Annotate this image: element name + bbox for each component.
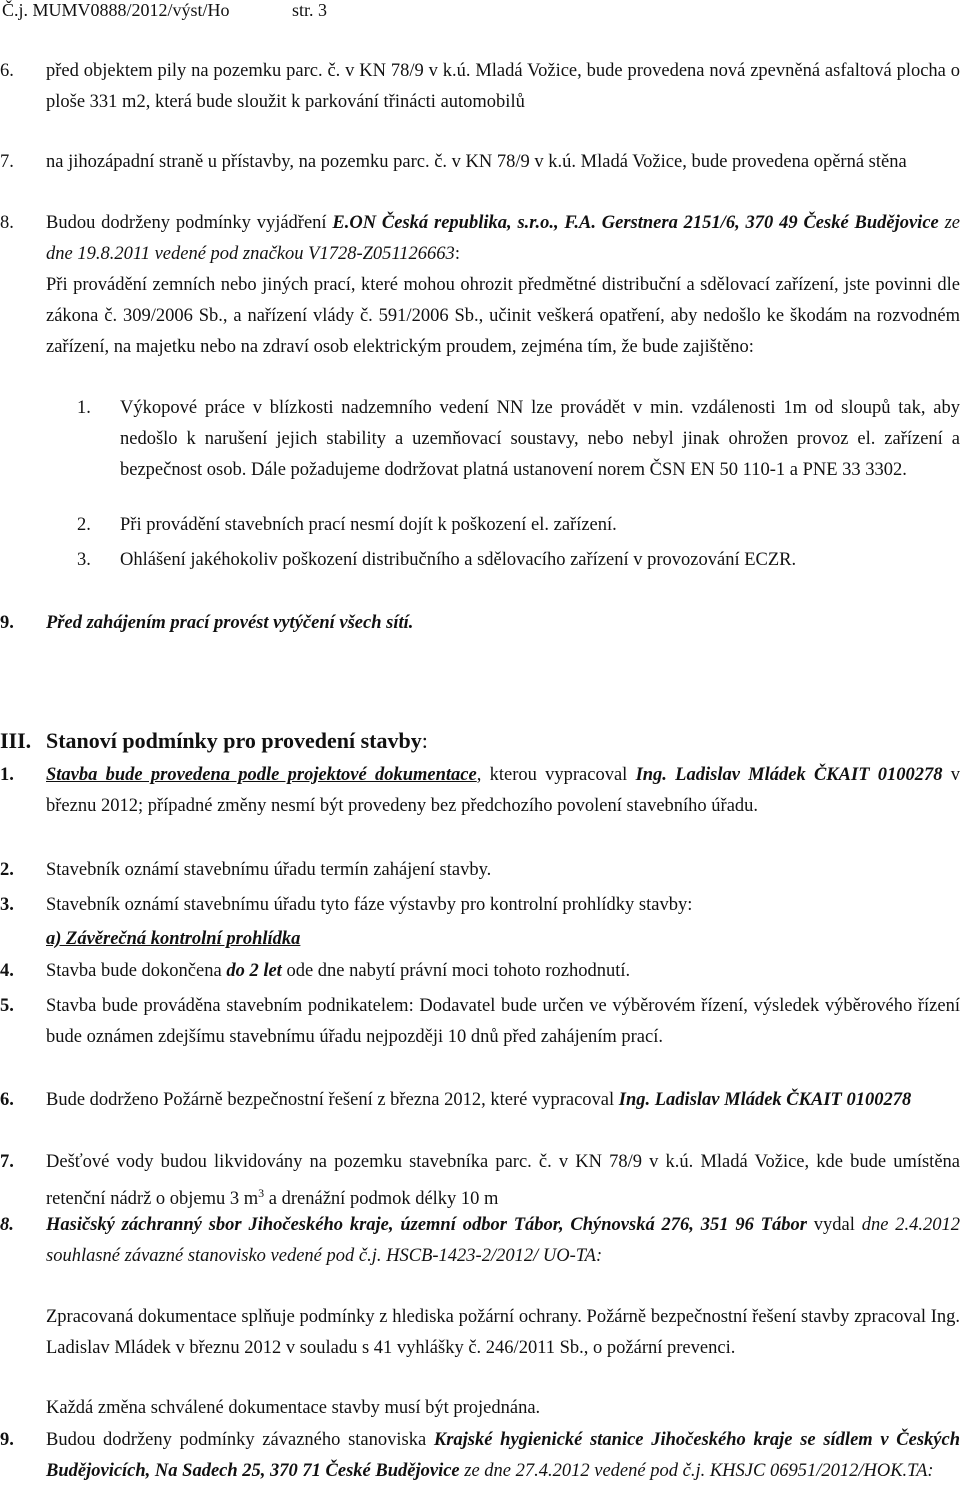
hygiene-authority-reference: ze dne 27.4.2012 vedené pod č.j. KHSJC 06951/2012/HOK.TA: <box>459 1461 934 1481</box>
page-header <box>0 0 960 24</box>
item-text: před objektem pily na pozemku parc. č. v KN 78/9 v k.ú. Mladá Vožice, bude provedena nová zpevněná asfaltová plocha o ploše 331 m2, která bude sloužit k parkování třinácti automobilů <box>46 61 960 112</box>
section-title-colon: : <box>421 728 428 753</box>
sub-item-number: 1. <box>77 398 91 418</box>
section-title: Stanoví podmínky pro provedení stavby <box>46 728 422 753</box>
condition-number: 2. <box>0 860 14 880</box>
inspection-phase: a) Závěrečná kontrolní prohlídka <box>46 929 301 949</box>
condition-number: 7. <box>0 1152 14 1172</box>
condition-number: 5. <box>0 996 14 1016</box>
condition-number: 3. <box>0 895 14 915</box>
sub-item-number: 2. <box>77 515 91 535</box>
item-text-part: Budou dodrženy podmínky vyjádření <box>46 213 333 233</box>
sub-item-text: Ohlášení jakéhokoliv poškození distribučního a sdělovacího zařízení v provozování ECZR. <box>120 550 797 570</box>
condition-text <box>46 760 960 822</box>
eon-conditions-paragraph: Při provádění zemních nebo jiných prací, které mohou ohrozit předmětné distribuční a sdělovací zařízení, jste povinni dle zákona č. 309/2006 Sb., a nařízení vlády č. 591/2006 Sb., učinit veškerá opatření, aby nedošlo ke škodám na rozvodném zařízení, na majetku nebo na zdraví osob elektrickým proudem, zejména tím, že bude zajištěno: <box>46 275 960 357</box>
condition-number: 8. <box>0 1215 14 1235</box>
item-text <box>46 208 960 270</box>
authority-statement-reference: dne 2.4.2012 souhlasné závazné stanovisko vedené pod č.j. HSCB-1423-2/2012/ UO-TA: <box>46 1215 960 1266</box>
condition-text-part: Budou dodrženy podmínky závazného stanoviska <box>46 1430 434 1450</box>
eon-reference: ze dne 19.8.2011 vedené pod značkou V1728-Z051126663 <box>46 213 960 264</box>
condition-number: 9. <box>0 1430 14 1450</box>
condition-text-part: vydal <box>806 1215 862 1235</box>
condition-text-part: a drenážní podmok délky 10 m <box>264 1189 499 1209</box>
condition-text <box>46 1085 960 1116</box>
superscript-cubic: 3 <box>258 1186 265 1200</box>
condition-text <box>46 956 960 987</box>
section-heading <box>0 728 428 754</box>
item-number: 9. <box>0 613 14 633</box>
condition-text <box>46 1147 960 1215</box>
condition-text-part: ode dne nabytí právní moci tohoto rozhodnutí. <box>281 961 631 981</box>
condition-text-part: Stavba bude dokončena <box>46 961 227 981</box>
eon-company-name: E.ON Česká republika, s.r.o., F.A. Gerstnera 2151/6, 370 49 České Budějovice <box>332 213 945 233</box>
page-number: str. 3 <box>292 0 328 20</box>
condition-text-part: v březnu 2012; případné změny nesmí být provedeny bez předchozího povolení stavebního úřadu. <box>46 765 960 816</box>
item-text: Před zahájením prací provést vytýčení všech sítí. <box>46 613 414 633</box>
condition-number: 4. <box>0 961 14 981</box>
fire-protection-statement: Zpracovaná dokumentace splňuje podmínky z hlediska požární ochrany. Požárně bezpečnostní řešení stavby zpracoval Ing. Ladislav Mládek v březnu 2012 v souladu s 41 vyhlášky č. 246/2011 Sb., o požární prevenci. <box>46 1307 960 1358</box>
authority-name: Hasičský záchranný sbor Jihočeského kraje, územní odbor Tábor, Chýnovská 276, 351 96 Tábor <box>46 1215 807 1235</box>
sub-item-text: Při provádění stavebních prací nesmí dojít k poškození el. zařízení. <box>120 515 617 535</box>
condition-text <box>46 1425 960 1487</box>
item-number: 8. <box>0 213 14 233</box>
condition-text-part: Dešťové vody budou likvidovány na pozemku stavebníka parc. č. v KN 78/9 v k.ú. Mladá Vožice, kde bude umístěna retenční nádrž o objemu 3 m <box>46 1152 960 1209</box>
item-number: 6. <box>0 61 14 81</box>
sub-item-number: 3. <box>77 550 91 570</box>
condition-text: Stavebník oznámí stavebnímu úřadu tyto fáze výstavby pro kontrolní prohlídky stavby: <box>46 895 693 915</box>
item-number: 7. <box>0 152 14 172</box>
condition-text-part: , kterou vypracoval <box>476 765 636 785</box>
deadline: do 2 let <box>226 961 282 981</box>
sub-item-text: Výkopové práce v blízkosti nadzemního vedení NN lze provádět v min. vzdálenosti 1m od sloupů tak, aby nedošlo k narušení jejich stability a uzemňovací soustavy, nebo nebyl jinak ohrožen provoz el. zařízení a bezpečnost osob. Dále požadujeme dodržovat platná ustanovení norem ČSN EN 50 110-1 a PNE 33 3302. <box>120 398 960 480</box>
designer-name: Ing. Ladislav Mládek ČKAIT 0100278 <box>635 765 943 785</box>
condition-number: 1. <box>0 765 14 785</box>
designer-name: Ing. Ladislav Mládek ČKAIT 0100278 <box>618 1090 912 1110</box>
item-text-part: : <box>454 244 460 264</box>
condition-text: Stavba bude prováděna stavebním podnikatelem: Dodavatel bude určen ve výběrovém řízení, výsledek výběrového řízení bude oznámen zdejšímu stavebnímu úřadu nejpozději 10 dnů před zahájením prací. <box>46 996 960 1047</box>
documentation-change-note: Každá změna schválené dokumentace stavby musí být projednána. <box>46 1398 541 1418</box>
condition-text <box>46 1210 960 1272</box>
condition-text-part: Bude dodrženo Požárně bezpečnostní řešení z března 2012, které vypracoval <box>46 1090 619 1110</box>
condition-number: 6. <box>0 1090 14 1110</box>
condition-emphasis: Stavba bude provedena podle projektové dokumentace <box>46 765 477 785</box>
item-text: na jihozápadní straně u přístavby, na pozemku parc. č. v KN 78/9 v k.ú. Mladá Vožice, bude provedena opěrná stěna <box>46 152 907 172</box>
reference-number: Č.j. MUMV0888/2012/výst/Ho <box>2 0 230 20</box>
section-roman-numeral: III. <box>0 728 32 753</box>
hygiene-authority-name: Krajské hygienické stanice Jihočeského kraje se sídlem v Českých Budějovicích, Na Sadech 25, 370 71 České Budějovice <box>46 1430 960 1481</box>
condition-text: Stavebník oznámí stavebnímu úřadu termín zahájení stavby. <box>46 860 492 880</box>
